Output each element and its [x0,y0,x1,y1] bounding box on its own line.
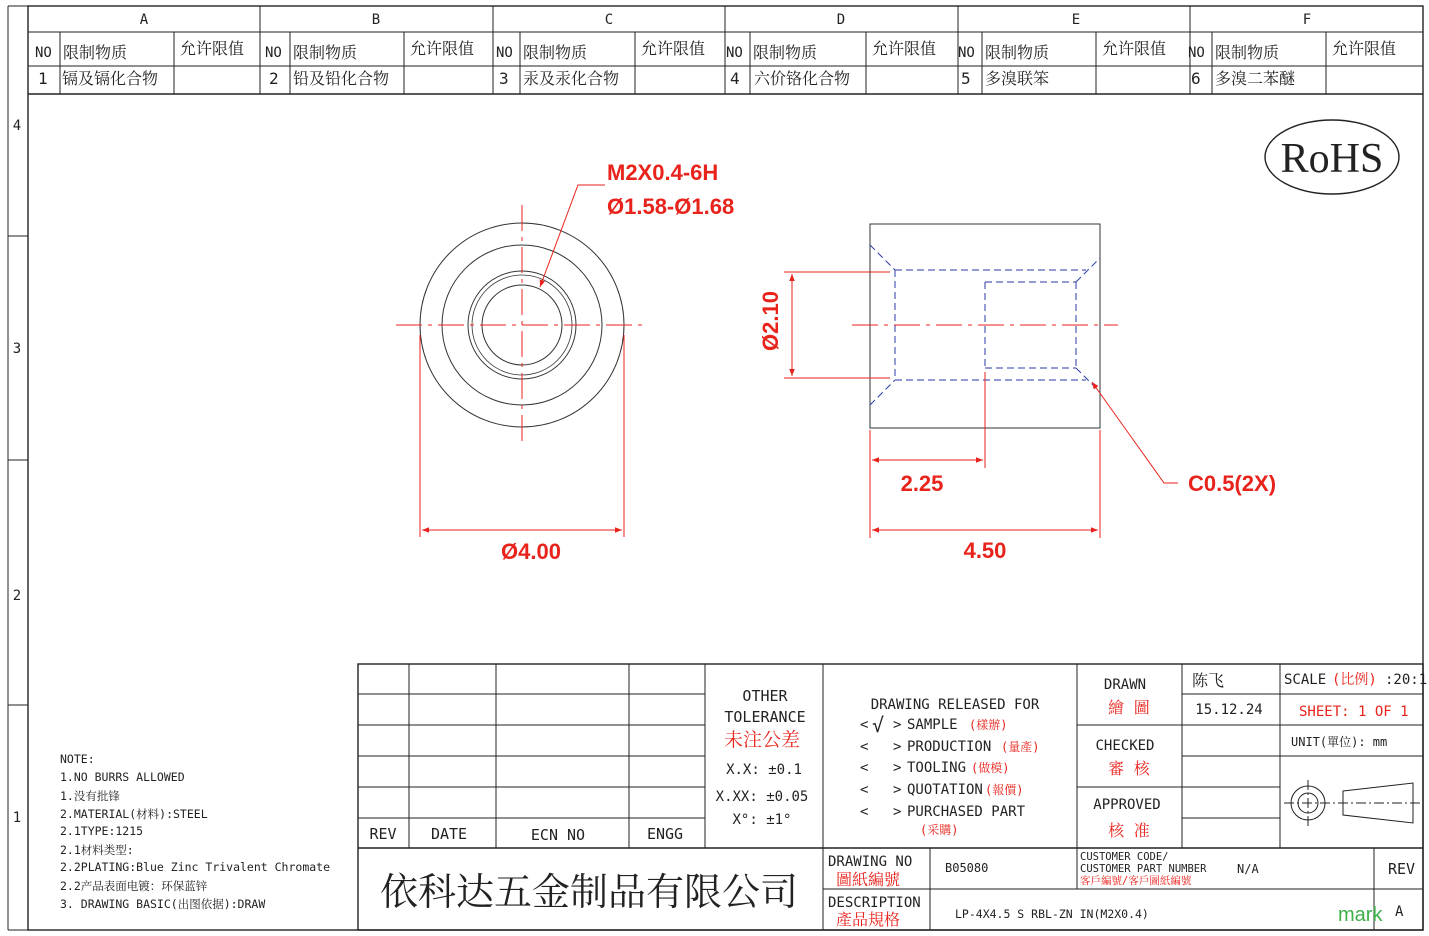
substance-name: 铅及铅化合物 [293,69,390,88]
thread-dia-callout: Ø1.58-Ø1.68 [607,194,735,219]
length-dimension: 4.50 [963,538,1007,563]
substance-header: 限制物质 [63,43,128,62]
description-label: DESCRIPTION [828,895,921,911]
chamfer-leader [1092,382,1178,483]
no-header: NO [265,45,282,61]
description-value: LP-4X4.5 S RBL-ZN IN(M2X0.4) [955,907,1149,921]
substance-no: 1 [38,69,48,88]
zone-col-e: E [1071,12,1081,28]
tolerance-xx: X.X: ±0.1 [726,762,802,778]
zone-col-b: B [371,12,381,28]
scale-label: SCALE [1284,672,1327,688]
substance-no: 3 [499,69,509,88]
limit-header: 允许限值 [1102,39,1167,58]
description-label-cn: 產品規格 [836,910,901,929]
scale-block [1284,672,1427,749]
no-header: NO [1188,45,1205,61]
zone-row-2: 2 [12,588,22,604]
no-header: NO [958,45,975,61]
approved-label: APPROVED [1093,797,1161,813]
limit-header: 允许限值 [410,39,475,58]
substance-no: 5 [961,69,971,88]
release-bracket: < [860,782,869,798]
release-option-quotation: QUOTATION [907,782,983,798]
release-option-purchased: PURCHASED PART [907,804,1026,820]
note-line: 1.NO BURRS ALLOWED [60,770,185,784]
zone-col-a: A [139,12,149,28]
bore-dimension: Ø2.10 [758,291,783,351]
date-header: DATE [430,825,468,843]
tolerance-title: TOLERANCE [724,708,806,726]
release-bracket: < [860,739,869,755]
note-line: 2.1TYPE:1215 [60,824,144,838]
limit-header: 允许限值 [180,39,245,58]
scale-label-cn: (比例) [1332,672,1377,688]
substance-no: 6 [1191,69,1201,88]
tolerance-title-cn: 未注公差 [723,729,801,751]
substance-name: 六价铬化合物 [754,69,851,88]
tolerance-xxx: X.XX: ±0.05 [715,789,809,805]
zone-col-c: C [604,12,614,28]
release-bracket: < [860,717,869,733]
note-line: 2.2产品表面电镀：环保蓝锌 [60,879,208,893]
checked-label-cn: 審 核 [1108,759,1150,778]
drawn-by: 陈飞 [1191,671,1225,690]
substance-header: 限制物质 [753,43,818,62]
substance-name: 多溴二苯醚 [1215,69,1296,88]
rev-header: REV [369,825,397,843]
drawing-no-label-cn: 圖紙編號 [836,870,901,889]
drawing-no: B05080 [945,861,989,875]
note-line: 1.没有批锋 [60,789,120,803]
substance-no: 2 [269,69,279,88]
release-bracket: > [893,804,902,820]
release-title: DRAWING RELEASED FOR [870,697,1040,713]
tolerance-block [716,687,809,828]
note-line: 2.MATERIAL(材料):STEEL [60,807,208,821]
drawing-no-label: DRAWING NO [828,854,913,870]
zone-row-4: 4 [12,118,22,134]
note-line: NOTE: [60,752,95,766]
no-header: NO [726,45,743,61]
release-option-purchased-cn: (采購) [920,823,959,837]
drawn-label-cn: 繪 圖 [1108,698,1150,717]
sheet-number: SHEET: 1 OF 1 [1299,704,1409,720]
release-bracket: > [893,760,902,776]
side-view [784,224,1178,538]
notes [60,752,330,911]
customer-part-number: N/A [1237,862,1259,876]
release-block [860,697,1040,837]
release-option-sample-cn: (樣辦) [969,718,1008,732]
release-bracket: > [893,782,902,798]
ecn-header: ECN NO [530,826,586,844]
zone-row-1: 1 [12,810,22,826]
approved-label-cn: 核 准 [1108,821,1150,840]
note-line: 2.2PLATING:Blue Zinc Trivalent Chromate [60,860,331,874]
note-line: 2.1材料类型: [60,843,134,857]
zone-col-f: F [1302,12,1312,28]
rohs-logo-text: RoHS [1280,136,1384,182]
watermark: mark [1338,904,1383,926]
engg-header: ENGG [646,825,684,843]
tolerance-title: OTHER [742,687,788,705]
substance-no: 4 [730,69,740,88]
release-bracket: > [893,717,902,733]
rev-value: A [1395,904,1404,920]
release-option-production: PRODUCTION [907,739,992,755]
drawn-date: 15.12.24 [1195,702,1263,718]
front-view [396,185,648,537]
release-bracket: < [860,804,869,820]
zone-row-labels [13,118,21,826]
substance-header: 限制物质 [293,43,358,62]
no-header: NO [496,45,513,61]
substance-name: 汞及汞化合物 [523,69,620,88]
od-dimension: Ø4.00 [501,539,561,564]
rev-label: REV [1388,860,1416,878]
release-option-quotation-cn: (報價) [985,783,1024,797]
no-header: NO [35,45,52,61]
company-name: 依科达五金制品有限公司 [379,870,799,914]
thread-callout: M2X0.4-6H [607,160,719,185]
substance-header: 限制物质 [985,43,1050,62]
limit-header: 允许限值 [641,39,706,58]
customer-code-label: CUSTOMER PART NUMBER [1080,863,1207,875]
unit-label: UNIT(單位): mm [1291,735,1388,749]
limit-header: 允许限值 [1332,39,1397,58]
release-bracket: < [860,760,869,776]
release-bracket: > [893,739,902,755]
substance-header: 限制物质 [1215,43,1280,62]
release-option-tooling-cn: (做模) [971,761,1010,775]
depth-dimension: 2.25 [900,471,944,496]
projection-symbol-icon [1284,780,1420,826]
zone-col-d: D [836,12,846,28]
customer-code-label: CUSTOMER CODE/ [1080,851,1169,863]
checked-label: CHECKED [1095,738,1155,754]
note-line: 3. DRAWING BASIC(出图依据):DRAW [60,897,266,911]
revision-table-headers [369,825,683,844]
zone-row-3: 3 [12,341,22,357]
release-option-production-cn: (量產) [1001,740,1040,754]
chamfer-callout: C0.5(2X) [1188,471,1277,496]
rohs-logo [1265,120,1399,194]
customer-code-label-cn: 客戶編號/客戶圖紙編號 [1080,875,1192,887]
drawn-label: DRAWN [1103,677,1147,693]
scale-value: :20:1 [1385,672,1428,688]
check-mark-icon: √ [872,713,885,737]
drawing-info [828,851,1415,929]
tolerance-angle: X°: ±1° [732,812,792,828]
substance-table-headers [35,39,1396,62]
substance-name: 镉及镉化合物 [62,69,159,88]
substance-header: 限制物质 [523,43,588,62]
release-option-sample: SAMPLE [907,717,958,733]
substance-table-rows [38,69,1296,88]
limit-header: 允许限值 [872,39,937,58]
release-option-tooling: TOOLING [907,760,967,776]
substance-name: 多溴联笨 [985,69,1050,88]
